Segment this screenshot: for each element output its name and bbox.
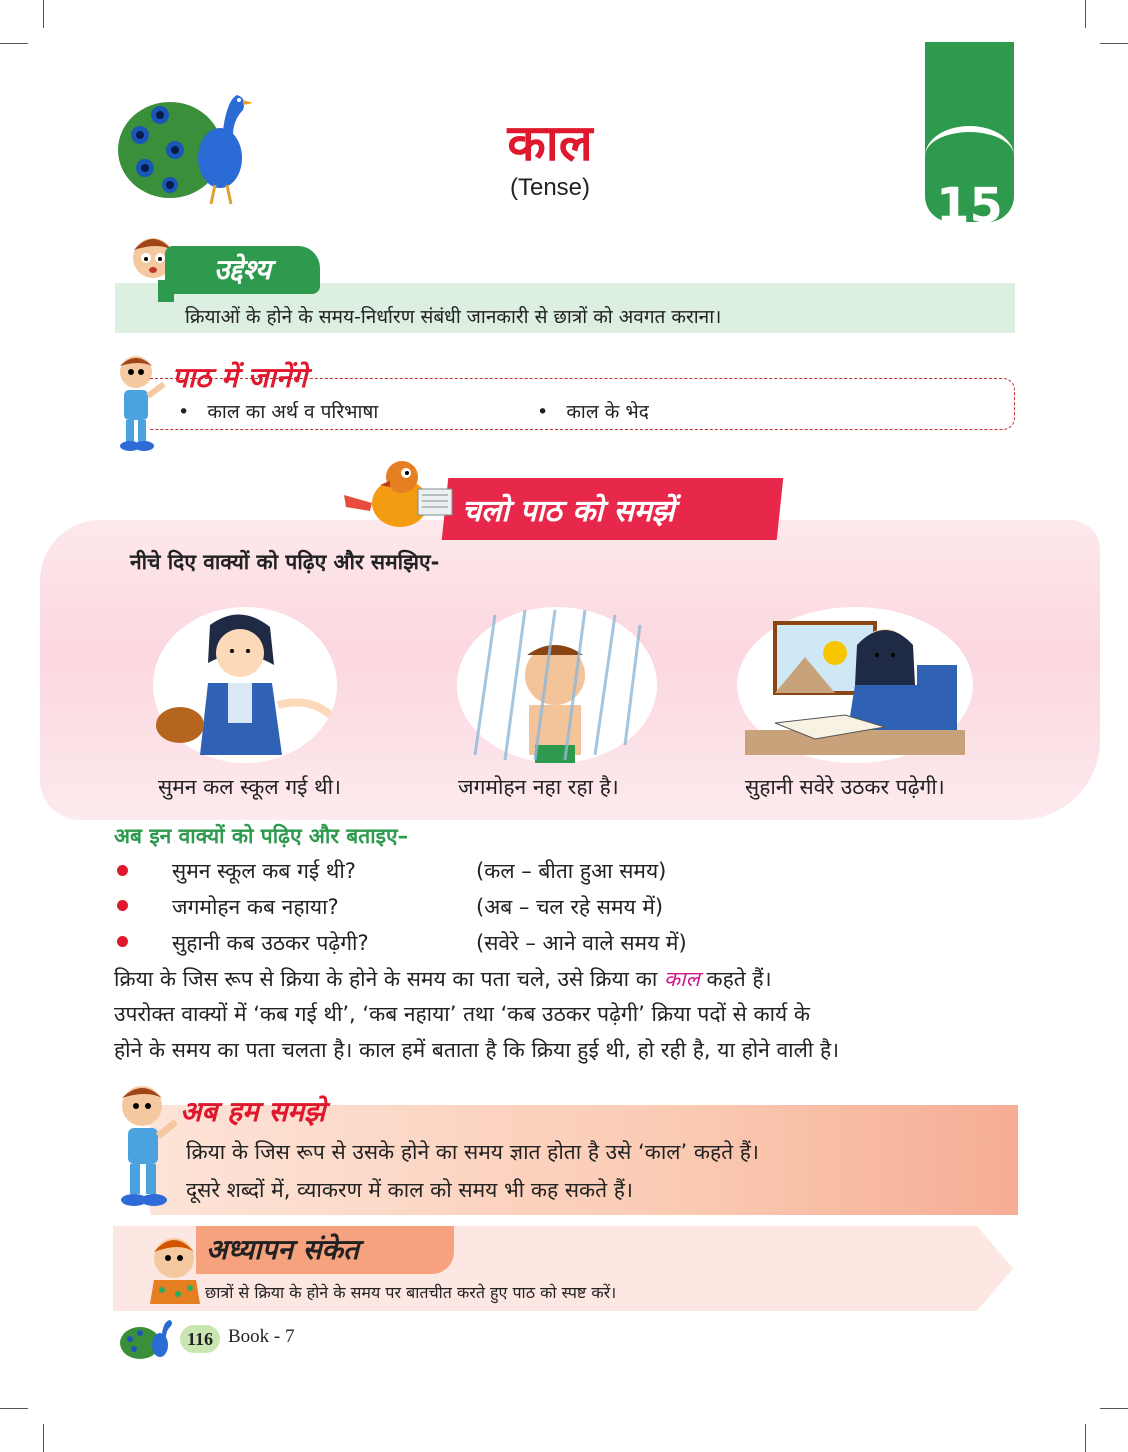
objective-text: क्रियाओं के होने के समय-निर्धारण संबंधी जानकारी से छात्रों को अवगत कराना। [185,306,722,328]
boy-pointing-illustration [112,1080,177,1210]
answer-text: (अब – चल रहे समय में) [476,895,664,919]
learn-item: • काल के भेद [537,401,649,423]
understood-heading: अब हम समझे [180,1095,326,1128]
crop-mark [1100,43,1128,44]
objective-heading: उद्देश्य [165,246,320,294]
bullet-icon [117,865,128,876]
crop-mark [0,1408,28,1409]
picture-caption: जगमोहन नहा रहा है। [458,775,619,799]
crop-mark [0,43,28,44]
girl-going-school-illustration [150,605,340,765]
picture-caption: सुमन कल स्कूल गई थी। [158,775,341,799]
definition-line: क्रिया के जिस रूप से क्रिया के होने के समय का पता चले, उसे क्रिया का काल कहते हैं। [114,967,772,991]
learn-heading: पाठ में जानेंगे [172,361,307,394]
picture-caption: सुहानी सवेरे उठकर पढ़ेगी। [745,775,945,799]
crop-mark [1085,1424,1086,1452]
peacock-footer-icon [118,1315,176,1363]
lesson-banner: चलो पाठ को समझें [462,494,675,529]
learn-item: • काल का अर्थ व परिभाषा [178,401,379,423]
definition-line: उपरोक्त वाक्यों में ‘कब गई थी’, ‘कब नहाया’ तथा ‘कब उठकर पढ़ेगी’ क्रिया पदों से कार्य के [114,1002,811,1026]
question-text: सुमन स्कूल कब गई थी? [172,859,356,883]
peacock-illustration [115,80,265,210]
answer-text: (सवेरे – आने वाले समय में) [476,931,687,955]
girl-studying-illustration [735,605,975,765]
chapter-title: काल [507,114,593,172]
chapter-number: 15 [936,178,1003,234]
page-number: 116 [180,1325,220,1353]
bird-reading-illustration [340,455,460,535]
learn-item-text: काल का अर्थ व परिभाषा [207,401,379,423]
teaching-heading: अध्यापन संकेत [206,1233,359,1266]
boy-thinking-illustration [148,1232,204,1304]
intro-line: नीचे दिए वाक्यों को पढ़िए और समझिए- [130,550,440,574]
question-text: जगमोहन कब नहाया? [172,895,339,919]
questions-heading: अब इन वाक्यों को पढ़िए और बताइए– [114,824,409,848]
bullet-icon [117,936,128,947]
boy-bathing-illustration [455,605,660,765]
understood-line: दूसरे शब्दों में, व्याकरण में काल को समय भी कह सकते हैं। [186,1178,633,1202]
crop-mark [43,0,44,28]
chapter-subtitle: (Tense) [509,174,591,201]
learn-item-text: काल के भेद [566,401,649,423]
crop-mark [43,1424,44,1452]
kaal-highlight: काल [664,967,700,991]
definition-line: होने के समय का पता चलता है। काल हमें बताता है कि क्रिया हुई थी, हो रही है, या होने वाली है। [114,1038,840,1062]
chapter-number-tab [925,42,1014,234]
teaching-text: छात्रों से क्रिया के होने के समय पर बातचीत करते हुए पाठ को स्पष्ट करें। [205,1283,617,1302]
crop-mark [1100,1408,1128,1409]
answer-text: (कल – बीता हुआ समय) [476,859,667,883]
book-label: Book - 7 [228,1326,295,1347]
crop-mark [1085,0,1086,28]
bullet-icon [117,900,128,911]
question-text: सुहानी कब उठकर पढ़ेगी? [172,931,369,955]
understood-line: क्रिया के जिस रूप से उसके होने का समय ज्ञात होता है उसे ‘काल’ कहते हैं। [186,1140,759,1164]
